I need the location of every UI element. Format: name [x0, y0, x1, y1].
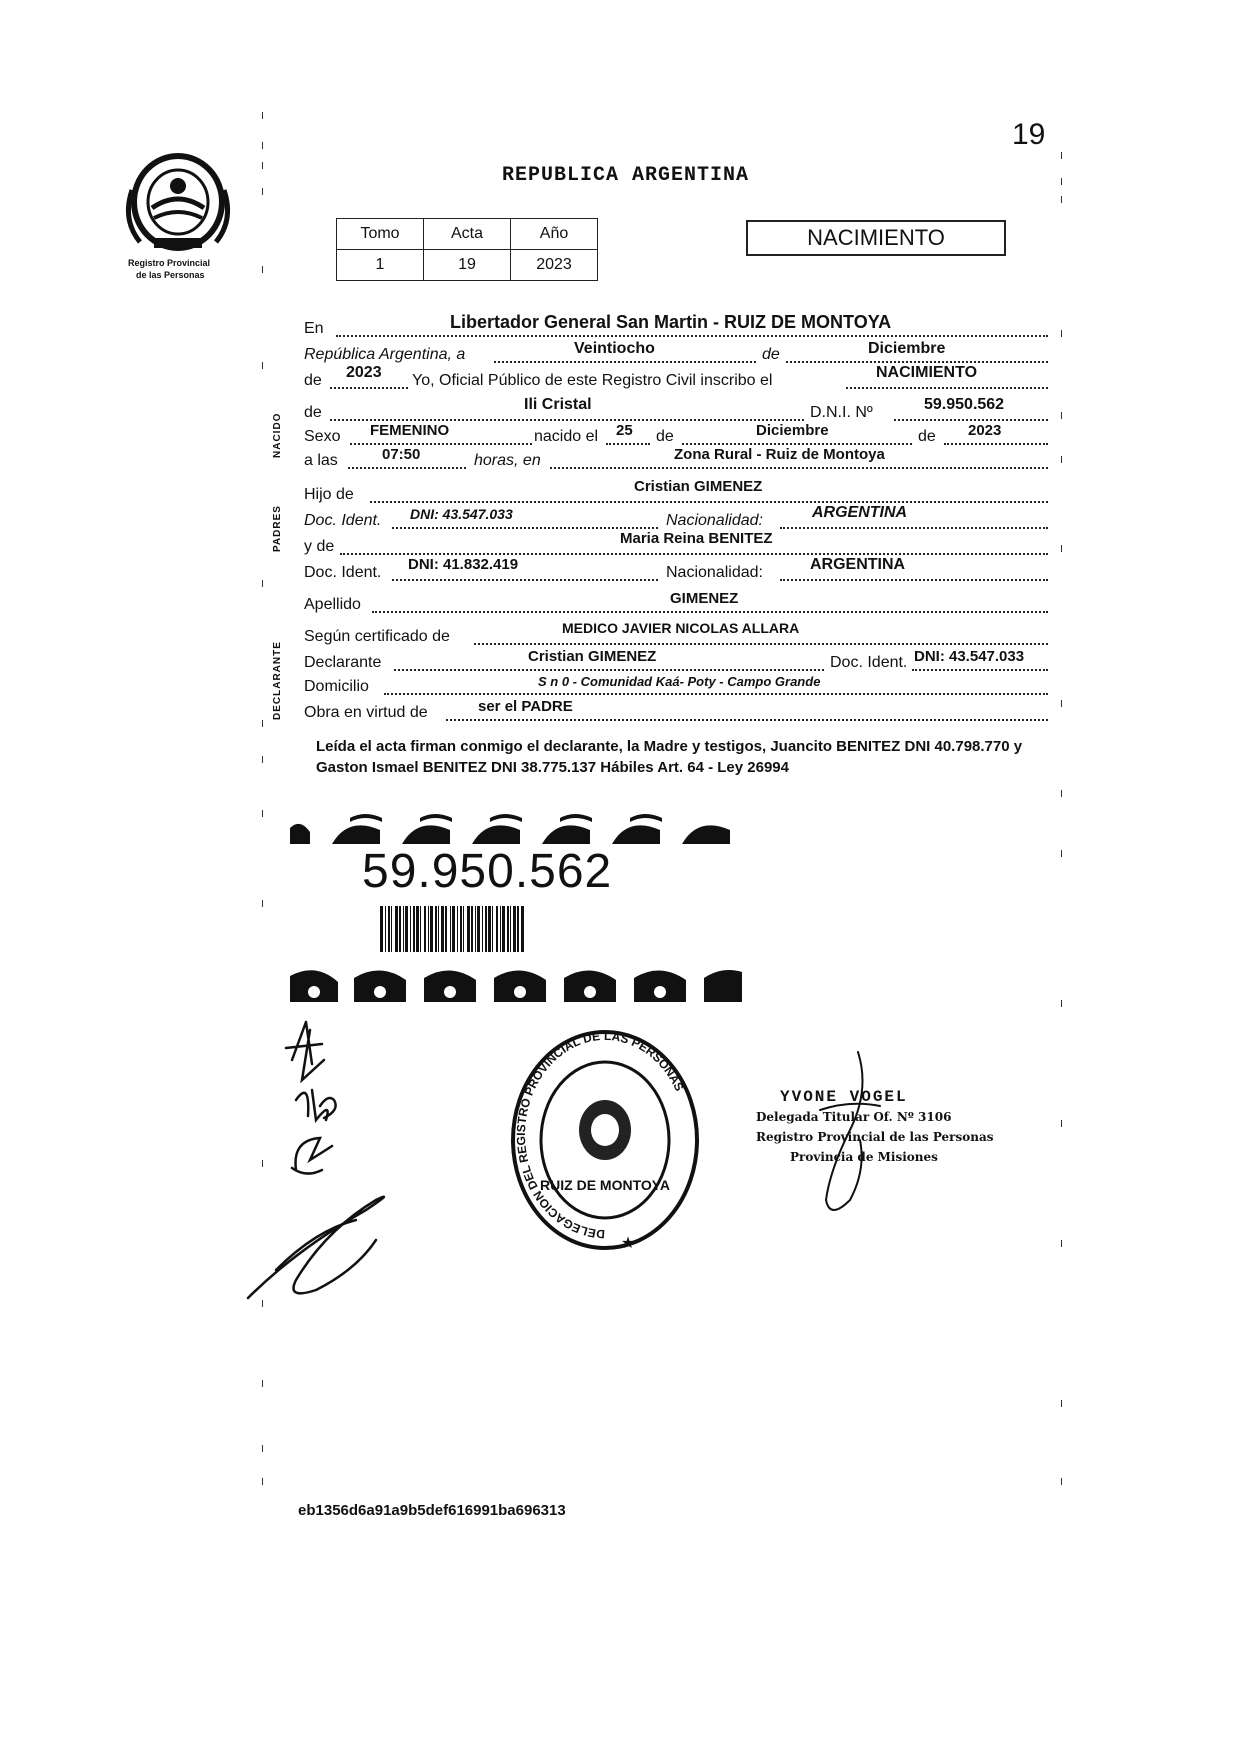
dotline-mes-nac [682, 443, 912, 445]
dotline-dia [494, 361, 756, 363]
value-nombre: Ili Cristal [524, 396, 592, 413]
dotline-declarante-doc [912, 669, 1048, 671]
seal-city: RUIZ DE MONTOYA [540, 1177, 670, 1193]
label-apellido: Apellido [304, 596, 361, 613]
value-padre: Cristian GIMENEZ [634, 478, 763, 495]
label-y-de: y de [304, 538, 335, 555]
official-line3: Provincia de Misiones [790, 1150, 938, 1164]
label-doc-ident2: Doc. Ident. [304, 564, 382, 581]
side-label-declarante: DECLARANTE [272, 641, 283, 720]
star-icon: ★ [620, 1235, 636, 1250]
table-header-acta: Acta [424, 219, 511, 250]
value-tipo: NACIMIENTO [876, 364, 978, 381]
dotline-mes [786, 361, 1048, 363]
dotline-madre-nac [780, 579, 1048, 581]
label-oficial: Yo, Oficial Público de este Registro Civil inscribo el [412, 372, 773, 389]
label-declarante: Declarante [304, 654, 382, 671]
record-type-label: NACIMIENTO [807, 225, 945, 250]
value-madre: Maria Reina BENITEZ [620, 530, 773, 547]
label-a-las: a las [304, 452, 338, 469]
value-domicilio: S n 0 - Comunidad Kaá- Poty - Campo Grande [538, 674, 821, 689]
value-madre-nac: ARGENTINA [810, 556, 906, 573]
label-nacido-el: nacido el [534, 428, 599, 445]
document-hash: eb1356d6a91a9b5def616991ba696313 [298, 1502, 566, 1519]
value-lugar-nac: Zona Rural - Ruiz de Montoya [674, 446, 885, 463]
table-value-tomo: 1 [337, 250, 424, 281]
value-anio-nac: 2023 [968, 422, 1002, 439]
dotline-padre [370, 501, 1048, 503]
label-domicilio: Domicilio [304, 678, 369, 695]
dotline-dia-nac [606, 443, 650, 445]
dotline-tipo [846, 387, 1048, 389]
label-de-year: de [304, 372, 322, 389]
value-anio: 2023 [346, 364, 382, 381]
label-segun-cert: Según certificado de [304, 628, 450, 645]
dotline-nombre [330, 419, 804, 421]
security-pattern-bottom [290, 962, 742, 1002]
value-padre-doc: DNI: 43.547.033 [410, 506, 513, 522]
barcode [380, 906, 606, 952]
value-declarante-doc: DNI: 43.547.033 [914, 648, 1025, 665]
logo-caption-line2: de las Personas [136, 270, 205, 280]
label-republica: República Argentina, a [304, 346, 466, 363]
official-name: YVONE VOGEL [780, 1088, 908, 1106]
label-dni: D.N.I. Nº [810, 404, 873, 421]
record-type-box [746, 220, 1006, 256]
closing-statement: Leída el acta firman conmigo el declarante, la Madre y testigos, Juancito BENITEZ DNI 40.798.770 y Gaston Ismael BENITEZ DNI 38.775.137 Hábiles Art. 64 - Ley 26994 [316, 738, 1023, 776]
coat-of-arms-icon [118, 150, 238, 255]
label-horas-en: horas, en [474, 452, 541, 469]
label-doc-ident1: Doc. Ident. [304, 512, 382, 529]
registry-logo [118, 150, 238, 285]
side-label-nacido: NACIDO [272, 412, 283, 458]
label-de-name: de [304, 404, 322, 421]
document-title: REPUBLICA ARGENTINA [502, 164, 750, 187]
dotline-dni [894, 419, 1048, 421]
dotline-padre-doc [392, 527, 658, 529]
record-table [336, 218, 598, 281]
value-sexo: FEMENINO [370, 422, 450, 439]
label-doc-ident3: Doc. Ident. [830, 654, 908, 671]
dotline-anio [330, 387, 408, 389]
value-mes-nac: Diciembre [756, 422, 829, 439]
label-nacionalidad2: Nacionalidad: [666, 564, 763, 581]
dotline-hora [348, 467, 466, 469]
value-certificado: MEDICO JAVIER NICOLAS ALLARA [562, 620, 800, 636]
value-dia-nac: 25 [616, 422, 633, 439]
official-line1: Delegada Titular Of. Nº 3106 [756, 1110, 952, 1124]
official-seal [510, 1030, 700, 1250]
dotline-declarante [394, 669, 824, 671]
value-hora: 07:50 [382, 446, 421, 463]
dotline-padre-nac [780, 527, 1048, 529]
table-value-acta: 19 [424, 250, 511, 281]
security-pattern-top [290, 810, 740, 844]
dotline-domicilio [384, 693, 1048, 695]
value-madre-doc: DNI: 41.832.419 [408, 556, 519, 573]
table-value-anio: 2023 [511, 250, 598, 281]
table-header-anio: Año [511, 219, 598, 250]
label-de-day: de [656, 428, 674, 445]
dotline-anio-nac [944, 443, 1048, 445]
value-lugar: Libertador General San Martin - RUIZ DE MONTOYA [450, 312, 892, 332]
value-obra: ser el PADRE [478, 698, 573, 715]
label-de-mid: de [762, 346, 780, 363]
table-header-tomo: Tomo [337, 219, 424, 250]
label-nacionalidad1: Nacionalidad: [666, 512, 763, 529]
value-apellido: GIMENEZ [670, 590, 739, 607]
logo-caption-line1: Registro Provincial [128, 258, 211, 268]
dotline-apellido [372, 611, 1048, 613]
label-sexo: Sexo [304, 428, 341, 445]
page-number: 19 [1012, 118, 1046, 151]
label-hijo-de: Hijo de [304, 486, 354, 503]
witness-signatures [236, 1020, 416, 1320]
dotline-lugar [336, 335, 1048, 337]
side-label-padres: PADRES [272, 505, 283, 552]
dotline-lugar-nac [550, 467, 1048, 469]
official-line2: Registro Provincial de las Personas [756, 1130, 994, 1144]
label-en: En [304, 320, 324, 337]
dotline-madre [340, 553, 1048, 555]
label-de-year2: de [918, 428, 936, 445]
dotline-certificado [474, 643, 1048, 645]
seal-ring-text: DELEGACION DEL REGISTRO PROVINCIAL DE LAS PERSONAS [513, 1030, 687, 1242]
value-mes: Diciembre [868, 340, 946, 357]
value-declarante: Cristian GIMENEZ [528, 648, 657, 665]
value-padre-nac: ARGENTINA [812, 504, 908, 521]
value-dni: 59.950.562 [924, 396, 1005, 413]
value-dia-letras: Veintiocho [574, 340, 655, 357]
dotline-sexo [350, 443, 532, 445]
dotline-madre-doc [392, 579, 658, 581]
label-obra: Obra en virtud de [304, 704, 428, 721]
dotline-obra [446, 719, 1048, 721]
id-number-large: 59.950.562 [362, 845, 613, 898]
